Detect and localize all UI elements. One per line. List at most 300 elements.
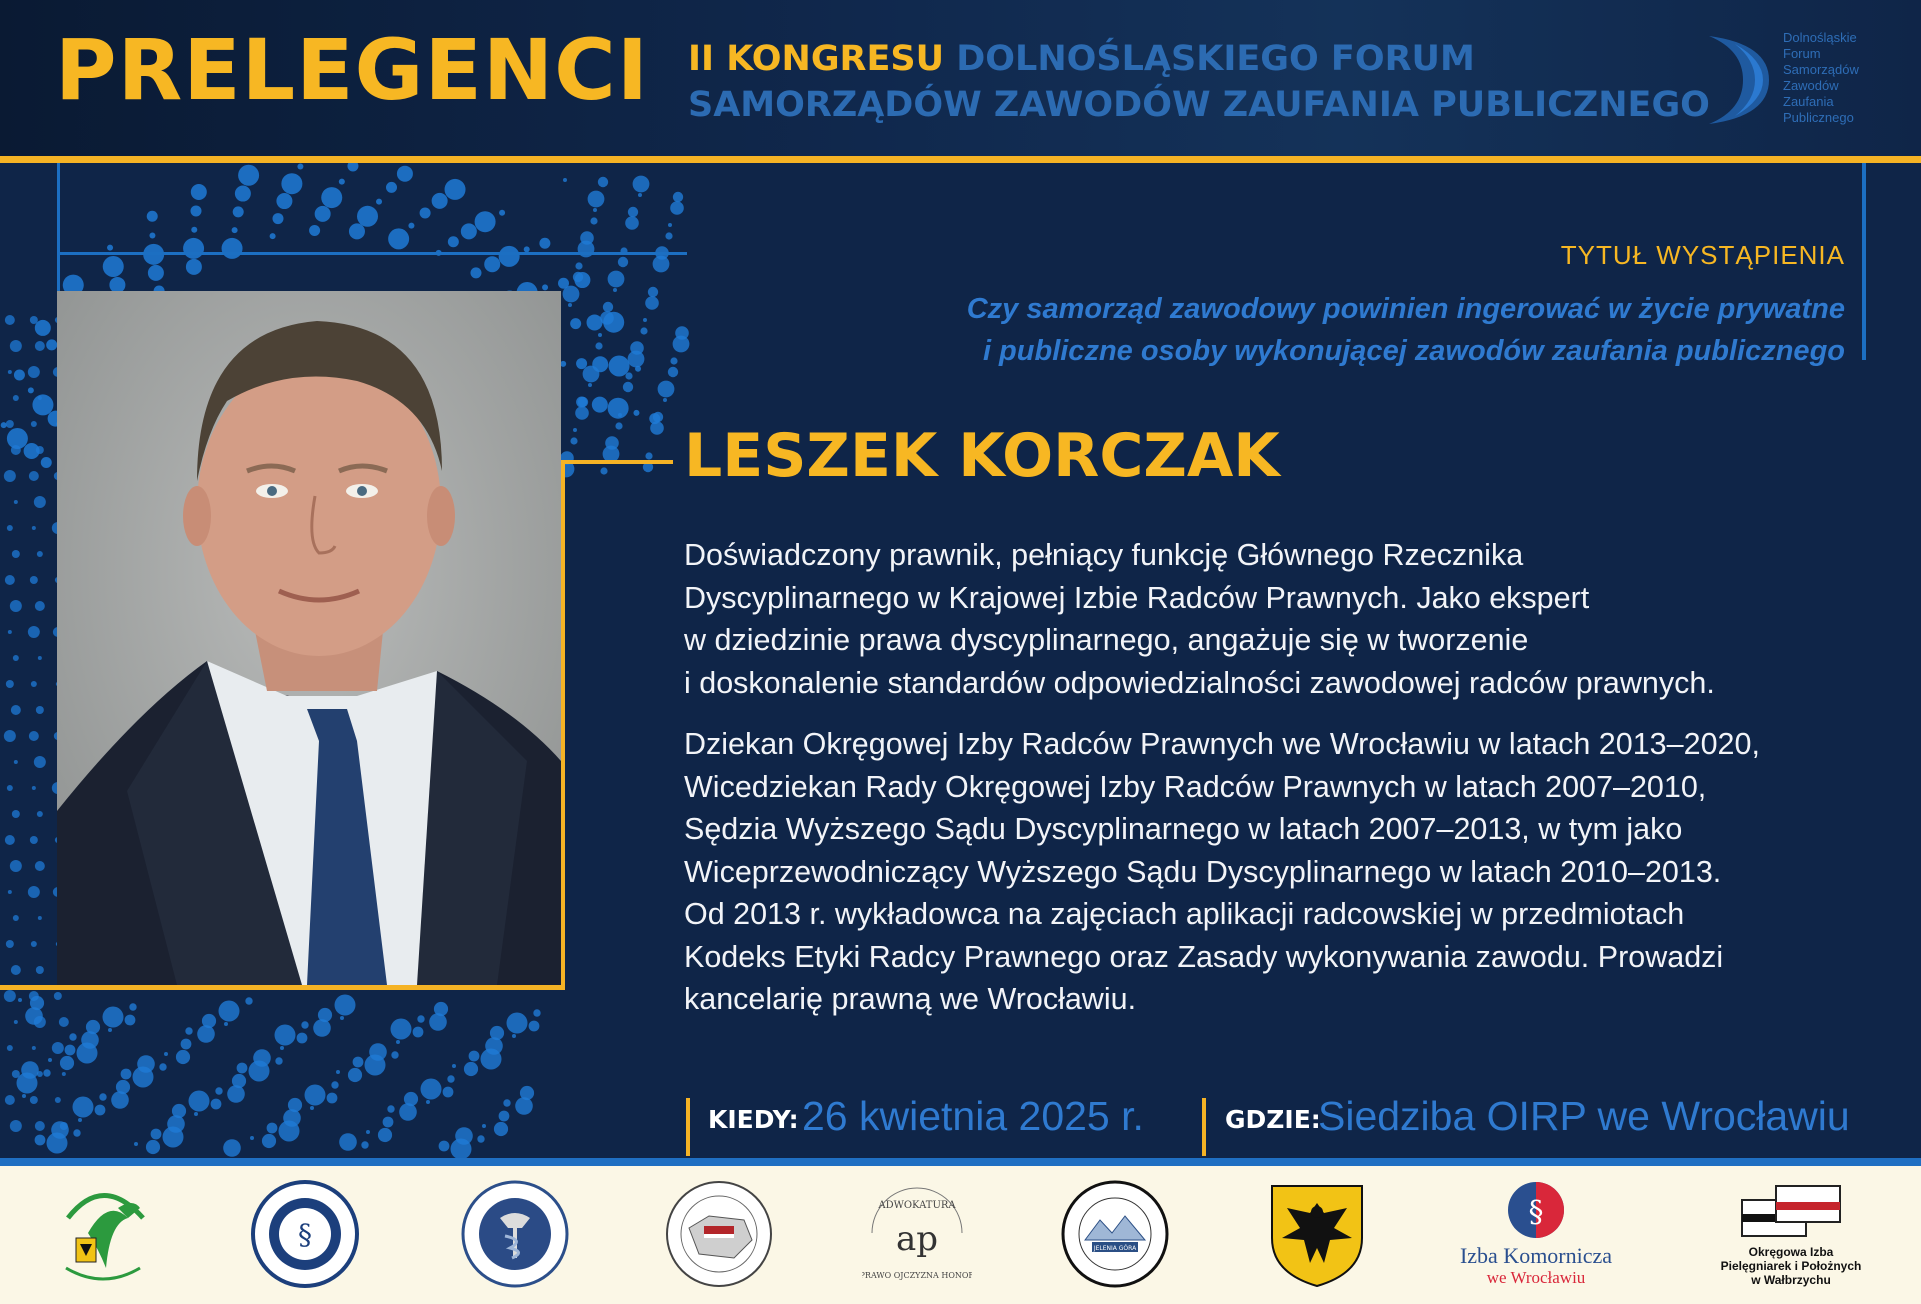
decorative-dot [28, 626, 40, 638]
bio-line: w dziedzinie prawa dyscyplinarnego, angażuje się w tworzenie [684, 623, 1529, 657]
decorative-dot [529, 1021, 540, 1032]
decorative-dot [103, 1007, 124, 1028]
decorative-dot [451, 1139, 472, 1160]
decorative-dot [408, 223, 414, 229]
decorative-dot [99, 1093, 106, 1100]
decorative-dot [121, 1069, 132, 1080]
decorative-dot [245, 997, 252, 1004]
dolnoslaska-izba-pielegniarek-logo [664, 1178, 774, 1290]
decorative-dot [461, 223, 477, 239]
frame-line [57, 163, 60, 291]
decorative-dot [588, 191, 605, 208]
frame-line [57, 252, 687, 255]
decorative-dot [10, 340, 22, 352]
decorative-dot [445, 179, 466, 200]
logo-text-line: Pielęgniarek i Położnych [1720, 1259, 1862, 1273]
decorative-dot [249, 1061, 270, 1082]
decorative-dot [14, 369, 25, 380]
izba-komornicza-logo-text [1446, 1244, 1626, 1288]
forum-logo-text [1783, 30, 1859, 126]
decorative-dot [32, 526, 36, 530]
decorative-dot [593, 208, 597, 212]
decorative-dot [432, 193, 448, 209]
decorative-dot [366, 1130, 370, 1134]
decorative-dot [32, 1046, 36, 1050]
decorative-dot [36, 706, 44, 714]
decorative-dot [630, 341, 644, 355]
decorative-dot [11, 965, 21, 975]
decorative-dot [28, 886, 40, 898]
decorative-dot [22, 1094, 26, 1098]
decorative-dot [36, 966, 44, 974]
decorative-dot [658, 381, 675, 398]
decorative-dot [507, 1013, 528, 1034]
decorative-dot [38, 916, 42, 920]
decorative-dot [378, 1128, 392, 1142]
decorative-dot [339, 1133, 357, 1151]
decorative-dot [336, 1070, 340, 1074]
decorative-dot [388, 228, 409, 249]
bio-line: i doskonalenie standardów odpowiedzialności zawodowej radców prawnych. [684, 665, 1715, 700]
decorative-dot [48, 1058, 52, 1062]
decorative-dot [499, 246, 520, 267]
decorative-dot [663, 398, 667, 402]
decorative-dot [35, 861, 45, 871]
adwokatura-polska-logo [862, 1178, 972, 1290]
decorative-dot [477, 1135, 484, 1142]
decorative-dot [623, 382, 633, 392]
decorative-dot [625, 372, 632, 379]
decorative-dot [673, 192, 683, 202]
decorative-dot [618, 413, 622, 417]
decorative-dot [189, 1091, 210, 1112]
decorative-dot [32, 786, 36, 790]
decorative-dot [191, 227, 197, 233]
congress-title [688, 36, 1710, 128]
speaker-bio-paragraph [684, 723, 1884, 1021]
decorative-dot [578, 397, 588, 407]
decorative-dot [183, 238, 204, 259]
decorative-dot [232, 227, 238, 233]
where-divider [1202, 1098, 1206, 1156]
decorative-dot [590, 217, 597, 224]
header-divider [0, 156, 1921, 163]
decorative-dot [146, 1140, 160, 1154]
decorative-dot [376, 199, 382, 205]
decorative-dot [625, 216, 639, 230]
talk-title [967, 288, 1845, 372]
decorative-dot [339, 179, 345, 185]
decorative-dot [335, 995, 356, 1016]
decorative-dot [640, 327, 647, 334]
decorative-dot [675, 326, 689, 340]
decorative-dot [4, 990, 16, 1002]
decorative-dot [38, 396, 42, 400]
decorative-dot [305, 1085, 326, 1106]
decorative-dot [13, 655, 19, 661]
decorative-dot [275, 1025, 296, 1046]
decorative-dot [321, 187, 342, 208]
decorative-dot [211, 1099, 222, 1110]
decorative-dot [12, 550, 20, 558]
decorative-dot [10, 860, 22, 872]
silesia-eagle-crest-logo [1262, 1178, 1372, 1290]
decorative-dot [12, 810, 20, 818]
decorative-dot [539, 238, 550, 249]
decorative-dot [30, 316, 38, 324]
decorative-dot [592, 397, 608, 413]
logo-text-line: Izba Komornicza [1459, 1243, 1613, 1268]
where-label: GDZIE: [1225, 1105, 1321, 1134]
decorative-dot [35, 1135, 46, 1146]
decorative-dot [386, 182, 397, 193]
decorative-dot [95, 1105, 106, 1116]
decorative-dot [443, 1087, 454, 1098]
decorative-dot [638, 193, 642, 197]
decorative-dot [69, 1033, 76, 1040]
decorative-dot [297, 1033, 308, 1044]
decorative-dot [600, 467, 607, 474]
decorative-dot [10, 600, 22, 612]
decorative-dot [250, 1136, 254, 1140]
svg-text:§: § [298, 1218, 312, 1251]
decorative-dot [301, 1021, 308, 1028]
photo-frame-line [561, 462, 565, 990]
decorative-dot [8, 890, 12, 894]
decorative-dot [59, 1017, 69, 1027]
izba-komornicza-logo-icon [1506, 1178, 1566, 1242]
decorative-dot [608, 271, 625, 288]
forum-logo-line: Zaufania [1783, 94, 1834, 109]
decorative-dot [163, 1127, 184, 1148]
decorative-dot [420, 207, 431, 218]
decorative-dot [570, 437, 577, 444]
footer-divider [0, 1158, 1921, 1166]
forum-logo-line: Samorządów [1783, 62, 1859, 77]
decorative-dot [13, 915, 19, 921]
decorative-dot [573, 428, 577, 432]
decorative-dot [7, 785, 13, 791]
congress-title-line2: SAMORZĄDÓW ZAWODÓW ZAUFANIA PUBLICZNEGO [688, 85, 1710, 125]
decorative-dot [397, 166, 413, 182]
decorative-dot [34, 496, 46, 508]
decorative-dot [452, 1064, 456, 1068]
decorative-dot [600, 311, 614, 325]
decorative-dot [383, 1117, 394, 1128]
decorative-dot [399, 1103, 417, 1121]
decorative-dot [176, 1050, 190, 1064]
dolnoslaska-izba-aptekarska-logo [460, 1178, 570, 1290]
decorative-dot [6, 680, 14, 688]
decorative-dot [215, 1087, 222, 1094]
decorative-dot [29, 471, 39, 481]
decorative-dot [78, 1118, 82, 1122]
decorative-dot [197, 1025, 215, 1043]
decorative-dot [185, 1027, 192, 1034]
decorative-dot [357, 206, 378, 227]
decorative-dot [11, 445, 21, 455]
decorative-dot [31, 681, 37, 687]
speaker-photo [57, 291, 561, 985]
decorative-dot [603, 302, 613, 312]
decorative-dot [164, 1052, 168, 1056]
decorative-dot [10, 1120, 22, 1132]
decorative-dot [4, 470, 16, 482]
decorative-dot [573, 272, 583, 282]
decorative-dot [108, 1028, 112, 1032]
decorative-dot [125, 1015, 136, 1026]
decorative-dot [533, 1009, 540, 1016]
decorative-dot [129, 1003, 136, 1010]
decorative-dot [11, 705, 21, 715]
decorative-dot [54, 992, 62, 1000]
decorative-dot [413, 1027, 424, 1038]
decorative-dot [275, 1057, 282, 1064]
logo-text-line: we Wrocławiu [1486, 1268, 1586, 1287]
decorative-dot [29, 731, 39, 741]
decorative-dot [111, 1091, 129, 1109]
okregowa-izba-radcow-prawnych-logo [250, 1178, 360, 1290]
bio-line: Dziekan Okręgowej Izby Radców Prawnych we Wrocławiu w latach 2013–2020, [684, 727, 1760, 761]
decorative-dot [14, 500, 18, 504]
decorative-dot [439, 1141, 450, 1152]
decorative-dot [327, 1093, 338, 1104]
decorative-dot [47, 1133, 68, 1154]
decorative-dot [73, 1097, 94, 1118]
logo-text-line: Okręgowa Izba [1748, 1245, 1834, 1259]
decorative-dot [52, 1042, 64, 1054]
decorative-dot [267, 1123, 278, 1134]
header-bar [0, 0, 1921, 156]
decorative-dot [17, 1073, 38, 1094]
decorative-dot [331, 1081, 338, 1088]
decorative-dot [628, 207, 638, 217]
decorative-dot [107, 245, 113, 251]
forum-logo-line: Zawodów [1783, 78, 1839, 93]
decorative-dot [4, 730, 16, 742]
decorative-dot [38, 656, 42, 660]
decorative-dot [238, 165, 259, 186]
when-label: KIEDY: [708, 1105, 799, 1134]
where-value: Siedziba OIRP we Wrocławiu [1318, 1093, 1850, 1139]
congress-title-prefix: II KONGRESU [688, 39, 957, 79]
bio-line: Wiceprzewodniczący Wyższego Sądu Dyscyplinarnego w latach 2010–2013. [684, 854, 1722, 889]
decorative-dot [191, 205, 202, 216]
decorative-dot [270, 233, 276, 239]
decorative-dot [219, 1001, 240, 1022]
decorative-dot [35, 320, 51, 336]
decorative-dot [5, 315, 15, 325]
decorative-dot [34, 756, 46, 768]
decorative-dot [349, 223, 365, 239]
decorative-dot [633, 176, 650, 193]
decorative-dot [512, 1034, 516, 1038]
decorative-dot [235, 186, 251, 202]
decorative-dot [469, 1051, 480, 1062]
decorative-dot [31, 421, 37, 427]
bio-line: Kodeks Etyki Radcy Prawnego oraz Zasady wykonywania zawodu. Prowadzi [684, 939, 1724, 974]
decorative-dot [297, 164, 303, 170]
decorative-dot [648, 287, 658, 297]
decorative-dot [262, 1134, 276, 1148]
decorative-dot [605, 436, 619, 450]
decorative-dot [28, 387, 34, 393]
decorative-dot [133, 1067, 154, 1088]
decorative-dot [77, 1043, 98, 1064]
decorative-dot [55, 1097, 61, 1103]
decorative-dot [515, 1097, 533, 1115]
decorative-dot [570, 318, 581, 329]
decorative-dot [670, 357, 677, 364]
decorative-dot [224, 1022, 228, 1026]
bio-line: Wicedziekan Rady Okręgowej Izby Radców Prawnych w latach 2007–2010, [684, 769, 1707, 804]
decorative-dot [37, 811, 43, 817]
decorative-dot [60, 1056, 74, 1070]
decorative-dot [134, 1142, 138, 1146]
decorative-dot [575, 406, 589, 420]
decorative-dot [147, 211, 158, 222]
decorative-dot [186, 259, 202, 275]
decorative-dot [148, 265, 164, 281]
decorative-dot [560, 361, 566, 367]
decorative-dot [310, 1106, 314, 1110]
decorative-dot [103, 256, 124, 277]
okregowa-izba-pielegniarek-walbrzych-logo-text [1706, 1245, 1876, 1287]
decorative-dot [280, 1046, 284, 1050]
decorative-dot [315, 206, 331, 222]
decorative-dot [159, 1063, 166, 1070]
decorative-dot [429, 1013, 447, 1031]
decorative-dot [598, 177, 608, 187]
decorative-dot [494, 1122, 508, 1136]
decorative-dot [272, 213, 283, 224]
decorative-dot [281, 173, 302, 194]
svg-text:ADWOKATURA: ADWOKATURA [878, 1200, 956, 1211]
decorative-dot [391, 1051, 398, 1058]
decorative-dot [448, 236, 459, 247]
dolnoslaska-izba-lekarsko-weterynaryjna-logo [48, 1178, 158, 1290]
decorative-dot [542, 284, 548, 290]
decorative-dot [30, 576, 38, 584]
frame-line [1862, 163, 1866, 360]
decorative-dot [62, 1072, 66, 1076]
svg-text:§: § [1528, 1195, 1544, 1230]
when-value: 26 kwietnia 2025 r. [802, 1093, 1144, 1139]
decorative-dot [609, 356, 630, 377]
decorative-dot [151, 1129, 162, 1140]
svg-text:PRAWO OJCZYZNA HONOR: PRAWO OJCZYZNA HONOR [862, 1271, 972, 1280]
forum-logo-line: Forum [1783, 46, 1821, 61]
decorative-dot [643, 318, 647, 322]
decorative-dot [668, 223, 672, 227]
decorative-dot [499, 1111, 510, 1122]
speaker-bio-paragraph [684, 534, 1884, 704]
decorative-dot [223, 1139, 241, 1157]
decorative-dot [7, 525, 13, 531]
decorative-dot [499, 210, 505, 216]
decorative-dot [396, 1040, 400, 1044]
decorative-dot [46, 339, 57, 350]
decorative-dot [43, 1069, 50, 1076]
decorative-dot [194, 1112, 198, 1116]
bio-line: Doświadczony prawnik, pełniący funkcję Głównego Rzecznika [684, 538, 1524, 572]
decorative-dot [618, 257, 628, 267]
decorative-dot [41, 457, 52, 468]
decorative-dot [14, 760, 18, 764]
decorative-dot [7, 1045, 13, 1051]
talk-title-line: Czy samorząd zawodowy powinien ingerować w życie prywatne [966, 293, 1845, 325]
decorative-dot [6, 940, 14, 948]
decorative-dot [470, 267, 481, 278]
decorative-dot [563, 178, 567, 182]
decorative-dot [13, 395, 19, 401]
decorative-dot [588, 383, 592, 387]
decorative-dot [233, 206, 244, 217]
decorative-dot [5, 575, 15, 585]
decorative-dot [181, 1039, 192, 1050]
decorative-dot [340, 1016, 344, 1020]
decorative-dot [563, 286, 580, 303]
decorative-dot [481, 1049, 502, 1070]
decorative-dot [417, 1015, 424, 1022]
decorative-dot [73, 1129, 80, 1136]
decorative-dot [35, 341, 45, 351]
decorative-dot [279, 1121, 300, 1142]
decorative-dot [613, 288, 617, 292]
decorative-dot [222, 238, 243, 259]
decorative-dot [633, 410, 639, 416]
svg-text:JELENIA GÓRA: JELENIA GÓRA [1093, 1245, 1137, 1252]
decorative-dot [36, 446, 44, 454]
decorative-dot [587, 314, 603, 330]
decorative-dot [576, 358, 587, 369]
decorative-dot [365, 1055, 386, 1076]
decorative-dot [353, 1057, 364, 1068]
decorative-dot [615, 422, 622, 429]
page-title: PRELEGENCI [55, 21, 650, 119]
talk-title-label: TYTUŁ WYSTĄPIENIA [1560, 240, 1845, 270]
decorative-dot [665, 232, 672, 239]
decorative-dot [475, 211, 496, 232]
izba-pielegniarek-jelenia-gora-logo [1060, 1178, 1170, 1290]
decorative-dot [426, 1100, 430, 1104]
congress-title-line1: DOLNOŚLĄSKIEGO FORUM [956, 39, 1475, 79]
decorative-dot [8, 630, 12, 634]
decorative-dot [31, 941, 37, 947]
photo-frame-line [0, 985, 565, 990]
decorative-dot [30, 836, 38, 844]
forum-logo-line: Publicznego [1783, 110, 1854, 125]
decorative-dot [276, 193, 292, 209]
decorative-dot [35, 601, 45, 611]
decorative-dot [653, 412, 663, 422]
decorative-dot [32, 394, 53, 415]
decorative-dot [645, 452, 652, 459]
decorative-dot [25, 1007, 43, 1025]
decorative-dot [6, 420, 14, 428]
logo-text-line: w Wałbrzychu [1751, 1273, 1831, 1287]
talk-title-line: i publiczne osoby wykonującej zawodów zaufania publicznego [982, 335, 1845, 367]
decorative-dot [14, 1020, 18, 1024]
decorative-dot [35, 1121, 45, 1131]
okregowa-izba-pielegniarek-walbrzych-logo-icon [1736, 1184, 1846, 1240]
svg-text:ap: ap [895, 1219, 939, 1259]
decorative-dot [447, 1075, 454, 1082]
decorative-dot [583, 366, 600, 383]
decorative-dot [30, 1096, 38, 1104]
decorative-dot [598, 333, 602, 337]
decorative-dot [575, 262, 582, 269]
